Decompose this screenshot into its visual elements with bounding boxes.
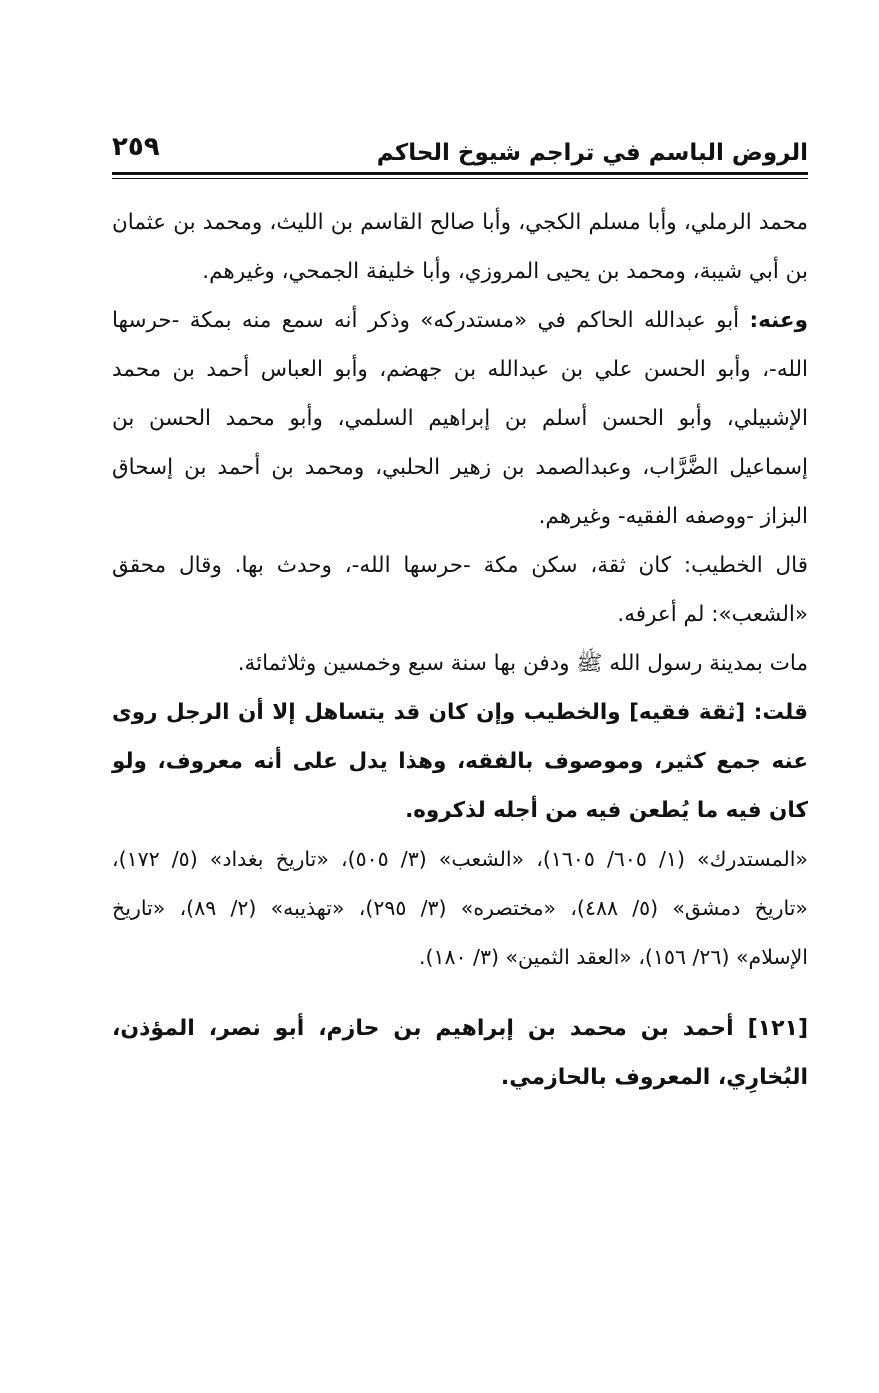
page-number: ٢٥٩: [112, 132, 160, 162]
khatib-paragraph: قال الخطيب: كان ثقة، سكن مكة -حرسها الله-، وحدث بها. وقال محقق «الشعب»: لم أعرفه.: [112, 553, 808, 627]
teachers-paragraph: محمد الرملي، وأبا مسلم الكجي، وأبا صالح القاسم بن الليث، ومحمد بن عثمان بن أبي شيبة، ومحمد بن يحيى المروزي، وأبا خليفة الجمحي، وغيرهم.: [112, 210, 808, 284]
next-entry-heading: [١٢١] أحمد بن محمد بن إبراهيم بن حازم، أبو نصر، المؤذن، البُخارِي، المعروف بالحازمي.: [112, 1016, 808, 1090]
page-body: [112, 198, 808, 1102]
header-rule-thin: [112, 178, 808, 179]
sources-paragraph: «المستدرك» (١/ ٦٠٥/ ١٦٠٥)، «الشعب» (٣/ ٥٠٥)، «تاريخ بغداد» (٥/ ١٧٢)، «تاريخ دمشق» (٥/ ٤٨٨)، «مختصره» (٣/ ٢٩٥)، «تهذيبه» (٢/ ٨٩)، «تاريخ الإسلام» (٢٦/ ١٥٦)، «العقد الثمين» (٣/ ١٨٠).: [112, 847, 808, 969]
students-paragraph: [112, 296, 808, 541]
author-verdict-paragraph: قلت: [ثقة فقيه] والخطيب وإن كان قد يتساهل إلا أن الرجل روى عنه جمع كثير، وموصوف بالفقه، وهذا يدل على أنه معروف، ولو كان فيه ما يُطعن فيه من أجله لذكروه.: [112, 700, 808, 823]
book-title: الروض الباسم في تراجم شيوخ الحاكم: [376, 140, 808, 166]
running-header: [112, 128, 808, 172]
students-text: أبو عبدالله الحاكم في «مستدركه» وذكر أنه سمع منه بمكة -حرسها الله-، وأبو الحسن علي بن عبدالله بن جهضم، وأبو العباس أحمد بن محمد الإشبيلي، وأبو الحسن أسلم بن إبراهيم السلمي، وأبو محمد الحسن بن إسماعيل الضَّرَّاب، وعبدالصمد بن زهير الحلبي، ومحمد بن أحمد بن إسحاق البزاز -ووصفه الفقيه- وغيرهم.: [112, 308, 808, 529]
death-paragraph: مات بمدينة رسول الله ﷺ ودفن بها سنة سبع وخمسين وثلاثمائة.: [237, 651, 808, 676]
header-rule-thick: [112, 172, 808, 175]
students-lead: وعنه:: [749, 308, 808, 333]
